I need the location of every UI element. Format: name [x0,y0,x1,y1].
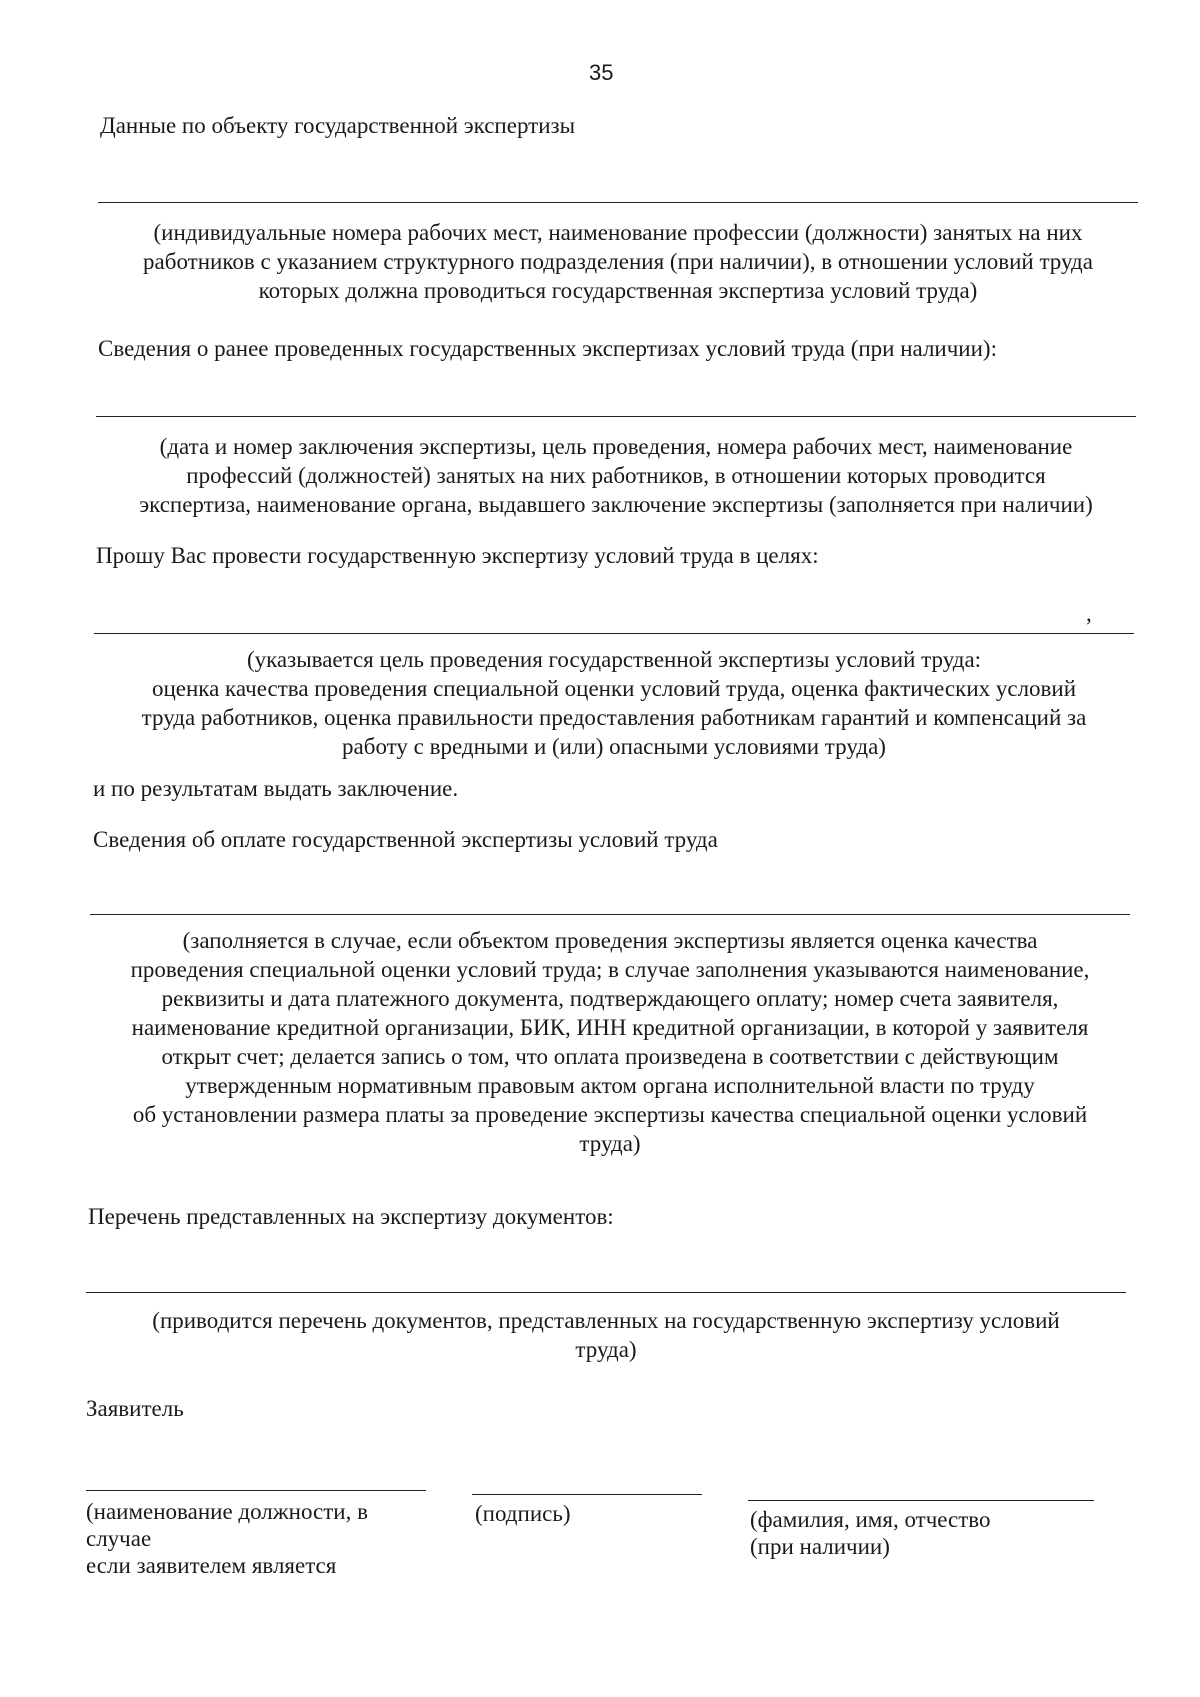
object-fill-line [98,202,1138,203]
applicant-label: Заявитель [86,1396,184,1421]
hint-line: работников с указанием структурного подразделения (при наличии), в отношении условий труда [143,249,1093,274]
hint-line: случае [86,1526,152,1551]
hint-line: (индивидуальные номера рабочих мест, наименование профессии (должности) занятых на них [153,220,1083,245]
previous-fill-line [96,416,1136,417]
request-fill-line [94,633,1134,634]
position-fill-line [86,1490,426,1491]
hint-line: если заявителем является [86,1553,337,1578]
documents-fill-line [86,1292,1126,1293]
object-hint [98,218,1138,305]
hint-line: которых должна проводиться государственная экспертиза условий труда) [258,278,978,303]
documents-section-title: Перечень представленных на экспертизу документов: [88,1204,614,1229]
hint-line: (заполняется в случае, если объектом проведения экспертизы является оценка качества [182,928,1038,953]
hint-line: проведения специальной оценки условий труда; в случае заполнения указываются наименование, [130,957,1090,982]
request-comma: , [1086,601,1092,626]
hint-line: (при наличии) [750,1534,890,1559]
hint-line: оценка качества проведения специальной оценки условий труда, оценка фактических условий [151,676,1077,701]
request-hint [94,645,1134,761]
position-hint [86,1498,368,1579]
page-number: 35 [589,60,614,85]
previous-section-title: Сведения о ранее проведенных государственных экспертизах условий труда (при наличии): [98,336,997,361]
documents-hint [86,1306,1126,1364]
hint-line: (наименование должности, в [86,1499,368,1524]
signature-fill-line [472,1494,702,1495]
payment-fill-line [90,914,1130,915]
payment-hint [90,926,1130,1158]
previous-hint [96,432,1136,519]
request-section-title: Прошу Вас провести государственную экспертизу условий труда в целях: [96,543,819,568]
hint-line: (фамилия, имя, отчество [750,1507,991,1532]
hint-line: (дата и номер заключения экспертизы, цель проведения, номера рабочих мест, наименование [159,434,1073,459]
hint-line: труда работников, оценка правильности предоставления работникам гарантий и компенсаций за [141,705,1087,730]
object-section-title: Данные по объекту государственной экспертизы [100,113,576,138]
hint-line: экспертиза, наименование органа, выдавшего заключение экспертизы (заполняется при наличии) [139,492,1093,517]
hint-line: об установлении размера платы за проведение экспертизы качества специальной оценки условий [132,1102,1088,1127]
hint-line: (приводится перечень документов, представленных на государственную экспертизу условий [152,1308,1060,1333]
hint-line: утвержденным нормативным правовым актом органа исполнительной власти по труду [185,1073,1035,1098]
name-hint [750,1506,991,1560]
hint-line: профессий (должностей) занятых на них работников, в отношении которых проводится [186,463,1046,488]
hint-line: труда) [575,1337,637,1362]
signature-hint: (подпись) [475,1501,571,1526]
hint-line: (указывается цель проведения государственной экспертизы условий труда: [246,647,982,672]
hint-line: открыт счет; делается запись о том, что оплата произведена в соответствии с действующим [161,1044,1059,1069]
hint-line: наименование кредитной организации, БИК, ИНН кредитной организации, в которой у заявителя [131,1015,1089,1040]
hint-line: реквизиты и дата платежного документа, подтверждающего оплату; номер счета заявителя, [161,986,1059,1011]
request-conclusion: и по результатам выдать заключение. [93,776,459,801]
hint-line: труда) [579,1131,641,1156]
hint-line: работу с вредными и (или) опасными условиями труда) [342,734,886,759]
payment-section-title: Сведения об оплате государственной экспертизы условий труда [93,827,718,852]
name-fill-line [748,1500,1094,1501]
